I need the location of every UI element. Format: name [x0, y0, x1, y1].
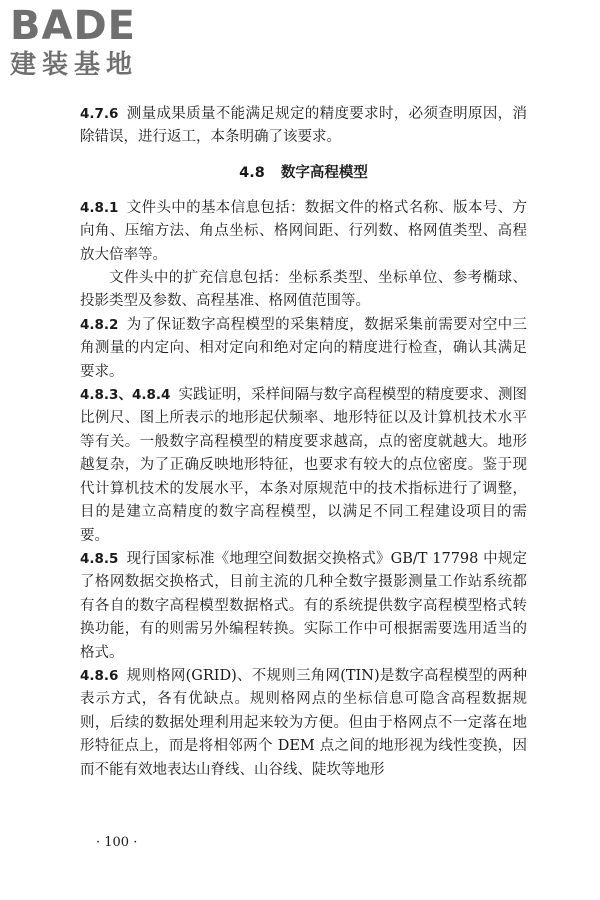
clause-text: 规则格网(GRID)、不规则三角网(TIN)是数字高程模型的两种表示方式，各有优缺点。规则格网点的坐标信息可隐含高程数据规则，后续的数据处理利用起来较为方便。但由于格网点不一定落在地形特征点上，而是将相邻两个 DEM 点之间的地形视为线性变换，因而不能有效地表达山脊线、山谷线、陡坎等地形 — [80, 667, 527, 778]
clause-text: 实践证明，采样间隔与数字高程模型的精度要求、测图比例尺、图上所表示的地形起伏频率、地形特征以及计算机技术水平等有关。一般数字高程模型的精度要求越高，点的密度就越大。地形越复杂，为了正确反映地形特征，也要求有较大的点位密度。鉴于现代计算机技术的发展水平，本条对原规范中的技术指标进行了调整，目的是建立高精度的数字高程模型，以满足不同工程建设项目的需要。 — [80, 387, 527, 544]
page-number: · 100 · — [96, 835, 138, 850]
section-number: 4.8 — [239, 164, 265, 181]
section-heading — [80, 162, 527, 185]
clause-number: 4.8.1 — [80, 199, 119, 216]
clause-text: 为了保证数字高程模型的采集精度，数据采集前需要对空中三角测量的内定向、相对定向和绝对定向的精度进行检查，确认其满足要求。 — [80, 316, 527, 380]
logo-subtitle-text: 建装基地 — [10, 50, 139, 80]
clause-number: 4.8.2 — [80, 316, 119, 333]
clause-4-8-1 — [80, 197, 527, 267]
clause-text: 测量成果质量不能满足规定的精度要求时，必须查明原因，消除错误，进行返工，本条明确了该要求。 — [80, 106, 527, 146]
clause-4-8-5 — [80, 548, 527, 665]
clause-text: 文件头中的基本信息包括：数据文件的格式名称、版本号、方向角、压缩方法、角点坐标、格网间距、行列数、格网值类型、高程放大倍率等。 — [80, 199, 527, 263]
logo-brand-text: BADE — [10, 3, 136, 49]
clause-4-8-1-continued — [80, 267, 527, 314]
clause-text: 现行国家标准《地理空间数据交换格式》GB/T 17798 中规定了格网数据交换格式，目前主流的几种全数字摄影测量工作站系统都有各自的数字高程模型数据格式。有的系统提供数字高程模型格式转换功能，有的则需另外编程转换。实际工作中可根据需要选用适当的格式。 — [80, 550, 527, 661]
clause-4-8-3-4 — [80, 384, 527, 548]
clause-number: 4.8.3、4.8.4 — [80, 387, 171, 404]
brand-logo — [10, 4, 180, 90]
clause-4-8-6 — [80, 665, 527, 782]
document-body — [80, 103, 527, 782]
clause-number: 4.8.6 — [80, 667, 119, 684]
clause-4-8-2 — [80, 314, 527, 384]
clause-4-7-6 — [80, 103, 527, 150]
clause-number: 4.7.6 — [80, 106, 119, 122]
clause-text: 文件头中的扩充信息包括：坐标系类型、坐标单位、参考椭球、投影类型及参数、高程基准、格网值范围等。 — [80, 270, 527, 310]
section-title-text: 数字高程模型 — [280, 164, 368, 181]
clause-number: 4.8.5 — [80, 550, 119, 567]
